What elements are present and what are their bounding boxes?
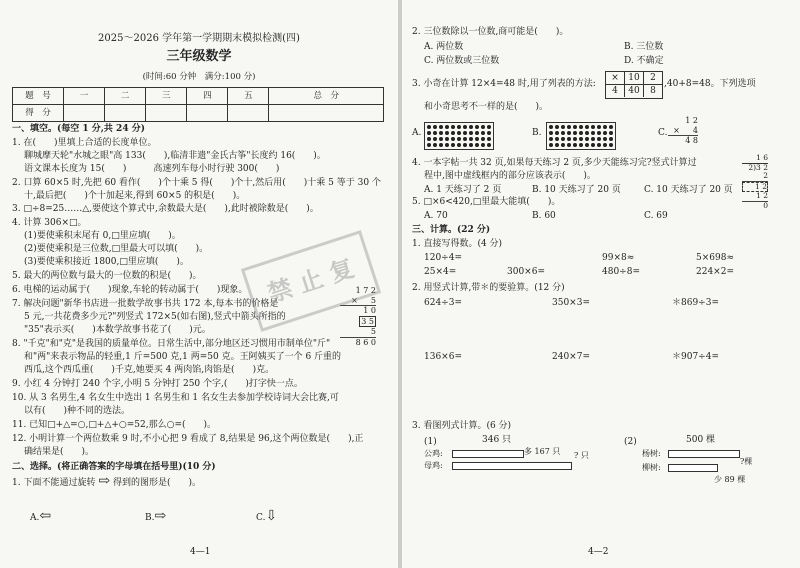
- question-12: 12. 小明计算一个两位数乘 9 时,不小心把 9 看成了 8,结果是 96,这个两位数是( ),正: [12, 434, 364, 444]
- choice-4-line: 程中,图中虚线框内的部分应该表示( )。: [424, 171, 596, 181]
- dot-array-a: [424, 122, 494, 150]
- calc-line: 5: [340, 327, 376, 338]
- figure-1-rooster: 公鸡:: [424, 449, 443, 458]
- dot: [433, 125, 437, 129]
- score-row: [13, 105, 384, 122]
- dot: [469, 137, 473, 141]
- question-8: 8. "千克"和"克"是我国的质量单位。日常生活中,部分地区还习惯用市制单位"斤": [12, 339, 331, 349]
- question-4-part: (2)要使乘积是三位数,□里最大可以填( )。: [24, 244, 209, 254]
- dot: [561, 125, 565, 129]
- calc-3: 3. 看图列式计算。(6 分): [412, 421, 512, 431]
- poplar-bar: [668, 450, 740, 458]
- dot: [475, 125, 479, 129]
- dot: [487, 137, 491, 141]
- dot: [451, 137, 455, 141]
- div-line: 1 6: [756, 153, 768, 162]
- dot: [561, 137, 565, 141]
- dot: [481, 131, 485, 135]
- choice-3-option-a[interactable]: A.: [412, 128, 422, 138]
- choice-2-option-d[interactable]: D. 不确定: [624, 56, 664, 66]
- figure-1-question: ? 只: [574, 451, 589, 460]
- dot: [433, 137, 437, 141]
- vertical-item: 136×6=: [424, 352, 462, 362]
- option-a-label: A.: [30, 513, 40, 523]
- dot: [463, 143, 467, 147]
- calc-line: 4 8: [685, 136, 698, 146]
- dot: [591, 125, 595, 129]
- dot: [585, 137, 589, 141]
- choice-1-text: 1. 下面不能通过旋转: [12, 478, 96, 488]
- question-4: 4. 计算 306×□。: [12, 218, 87, 228]
- dot: [609, 137, 613, 141]
- dot: [439, 131, 443, 135]
- dot: [555, 137, 559, 141]
- choice-2-option-a[interactable]: A. 两位数: [424, 42, 464, 52]
- option-b[interactable]: [145, 510, 166, 524]
- page-number-left: 4—1: [190, 547, 211, 557]
- dot: [445, 125, 449, 129]
- section-calc-title: 三、计算。(22 分): [412, 225, 491, 235]
- dot: [445, 131, 449, 135]
- multiplication-grid: [605, 71, 663, 99]
- dot: [591, 137, 595, 141]
- dot: [585, 143, 589, 147]
- score-cell: 题 号: [13, 88, 64, 105]
- choice-1-text-end: 得到的图形是( )。: [112, 478, 201, 488]
- figure-1-total: 346 只: [482, 435, 512, 445]
- grid-cell: 2: [644, 72, 662, 85]
- dot: [561, 131, 565, 135]
- dot: [475, 131, 479, 135]
- dot: [555, 131, 559, 135]
- question-10: 10. 从 3 名男生,4 名女生中选出 1 名男生和 1 名女生去参加学校诗词大会比赛,可: [12, 393, 339, 403]
- dot: [591, 131, 595, 135]
- dot: [585, 125, 589, 129]
- dot: [549, 143, 553, 147]
- score-cell: 一: [64, 88, 105, 105]
- option-b-label: B.: [145, 513, 155, 523]
- question-7-line: "35"表示买( )本数学故事书花了( )元。: [24, 325, 211, 335]
- dot-row: [548, 142, 614, 148]
- grid-cell: 10: [625, 72, 644, 85]
- question-5: 5. 最大的两位数与最大的一位数的积是( )。: [12, 271, 202, 281]
- dot: [579, 137, 583, 141]
- calc-line: × 5: [340, 296, 376, 307]
- dot: [603, 143, 607, 147]
- dot: [487, 131, 491, 135]
- dot: [439, 143, 443, 147]
- dot: [475, 137, 479, 141]
- calc-line: 8 6 0: [355, 337, 376, 347]
- question-4-part: (3)要使乘积接近 1800,□里应填( )。: [24, 257, 189, 267]
- score-header-row: [13, 88, 384, 105]
- dot: [451, 125, 455, 129]
- left-arrow-icon: ⇦: [39, 508, 52, 524]
- dot: [469, 131, 473, 135]
- grid-cell: ×: [606, 72, 625, 85]
- dot-row: [426, 142, 492, 148]
- figure-1-hen: 母鸡:: [424, 461, 443, 470]
- dot: [555, 125, 559, 129]
- dot: [549, 137, 553, 141]
- choice-5-option-b[interactable]: B. 60: [532, 211, 556, 221]
- dot: [567, 131, 571, 135]
- vertical-item: ＊869÷3=: [672, 298, 719, 308]
- choice-2: 2. 三位数除以一位数,商可能是( )。: [412, 27, 569, 37]
- figure-2-label: (2): [624, 437, 637, 447]
- question-9: 9. 小红 4 分钟打 240 个字,小明 5 分钟打 250 个字,( )打字快一点。: [12, 379, 303, 389]
- calc-1: 1. 直接写得数。(4 分): [412, 239, 503, 249]
- question-2-line: 十,最后把( )个十加起来,得到 60×5 的积是( )。: [24, 191, 246, 201]
- question-4-part: (1)要使乘积末尾有 0,□里应填( )。: [24, 231, 181, 241]
- figure-2-total: 500 棵: [686, 435, 716, 445]
- score-cell: 五: [228, 88, 269, 105]
- figure-1-label: (1): [424, 437, 437, 447]
- section-choice-title: 二、选择。(将正确答案的字母填在括号里)(10 分): [12, 462, 216, 472]
- hen-bar: [452, 462, 572, 470]
- score-blank[interactable]: [146, 105, 187, 122]
- question-12-line: 确结果是( )。: [24, 447, 95, 457]
- choice-3-line: 和小奇思考不一样的是( )。: [424, 102, 549, 112]
- question-7: 7. 解决问题"新华书店进一批数学故事书共 172 本,每本书的价格是: [12, 299, 279, 309]
- willow-bar: [668, 464, 718, 472]
- dot: [433, 131, 437, 135]
- question-1: 1. 在( )里填上合适的长度单位。: [12, 138, 157, 148]
- dot: [567, 143, 571, 147]
- option-c[interactable]: [256, 510, 277, 524]
- option-c-calc: [668, 116, 698, 146]
- vertical-item: 624÷3=: [424, 298, 462, 308]
- choice-3-option-b[interactable]: B.: [532, 128, 542, 138]
- dot: [549, 125, 553, 129]
- dot: [603, 125, 607, 129]
- dot: [451, 131, 455, 135]
- dot: [427, 137, 431, 141]
- right-arrow-icon: ⇨: [98, 473, 111, 489]
- choice-4-option-b[interactable]: B. 10 天练习了 20 页: [532, 185, 621, 195]
- oral-item: 25×4=: [424, 267, 457, 277]
- option-c-label: C.: [256, 513, 266, 523]
- dot: [573, 131, 577, 135]
- question-11: 11. 已知□+△=○,□+△+○=52,那么○=( )。: [12, 420, 217, 430]
- exam-title: 2025～2026 学年第一学期期末模拟检测(四): [98, 33, 300, 44]
- choice-5-option-c[interactable]: C. 69: [644, 211, 668, 221]
- score-cell: 三: [146, 88, 187, 105]
- score-label: 得 分: [13, 105, 64, 122]
- dot: [579, 125, 583, 129]
- dot: [457, 143, 461, 147]
- question-3: 3. □÷8=25……△,要使这个算式中,余数最大是( ),此时被除数是( )。: [12, 204, 319, 214]
- section-fill-title: 一、填空。(每空 1 分,共 24 分): [12, 124, 145, 134]
- dot: [603, 131, 607, 135]
- score-cell: 总 分: [269, 88, 384, 105]
- oral-item: 5×698≈: [696, 253, 734, 263]
- grid-cell: 4: [606, 85, 625, 97]
- choice-3: 3. 小奇在计算 12×4=48 时,用了列表的方法:: [412, 79, 596, 89]
- grid-cell: 8: [650, 86, 656, 96]
- dot: [457, 137, 461, 141]
- score-blank[interactable]: [105, 105, 146, 122]
- oral-item: 99×8≈: [602, 253, 635, 263]
- oral-item: 480÷8=: [602, 267, 640, 277]
- left-page: [0, 0, 398, 568]
- dot: [457, 125, 461, 129]
- dot: [487, 125, 491, 129]
- watermark-stamp: 禁 止 复: [241, 230, 381, 332]
- choice-5-option-a[interactable]: A. 70: [424, 211, 448, 221]
- score-blank[interactable]: [64, 105, 105, 122]
- dot: [487, 143, 491, 147]
- calc-line: × 4: [668, 126, 698, 137]
- grid-cell: 40: [625, 85, 644, 97]
- calc-line: 1 7 2: [355, 286, 376, 295]
- score-cell: 四: [187, 88, 228, 105]
- question-7-line: 5 元,一共花费多少元?"列竖式 172×5(如右图),竖式中箭头所指的: [24, 312, 286, 322]
- choice-2-option-b[interactable]: B. 三位数: [624, 42, 664, 52]
- score-blank[interactable]: [269, 105, 384, 122]
- figure-2-poplar: 杨树:: [642, 449, 661, 458]
- question-1-line: 语文课本长度为 15( ) 高速列车每小时行驶 300( ): [24, 164, 280, 174]
- dot: [439, 137, 443, 141]
- dot: [463, 125, 467, 129]
- vertical-item: ＊907÷4=: [672, 352, 719, 362]
- dot: [597, 131, 601, 135]
- choice-2-option-c[interactable]: C. 两位数或三位数: [424, 56, 500, 66]
- score-blank[interactable]: [187, 105, 228, 122]
- dot: [433, 143, 437, 147]
- dot: [445, 137, 449, 141]
- dot: [481, 137, 485, 141]
- score-table: [12, 87, 384, 122]
- score-cell: 二: [105, 88, 146, 105]
- dot: [567, 125, 571, 129]
- dot: [567, 137, 571, 141]
- long-division: [742, 154, 768, 211]
- dot: [475, 143, 479, 147]
- dot: [609, 125, 613, 129]
- dot: [597, 143, 601, 147]
- question-10-line: 以有( )种不同的选法。: [24, 406, 131, 416]
- figure-1-more: 多 167 只: [524, 447, 561, 456]
- calc-line: 1 0: [363, 306, 376, 316]
- choice-3-option-c[interactable]: C.: [658, 128, 668, 138]
- choice-5: 5. □×6<420,□里最大能填( )。: [412, 197, 561, 207]
- score-blank[interactable]: [228, 105, 269, 122]
- dot: [597, 125, 601, 129]
- option-a[interactable]: [30, 510, 51, 524]
- dot: [463, 131, 467, 135]
- dot: [481, 125, 485, 129]
- dot: [579, 143, 583, 147]
- choice-1: [12, 475, 201, 489]
- question-8-line: 西瓜,这个西瓜重( )千克,她要买 4 两肉馅,肉馅是( )克。: [24, 365, 275, 375]
- dot: [591, 143, 595, 147]
- div-line: 1 2: [742, 182, 768, 193]
- dot: [549, 131, 553, 135]
- oral-item: 120÷4=: [424, 253, 462, 263]
- div-line: 2: [742, 172, 768, 182]
- figure-2-question: ?棵: [740, 457, 753, 466]
- dot: [603, 137, 607, 141]
- dot: [427, 125, 431, 129]
- dot: [609, 131, 613, 135]
- dot: [573, 143, 577, 147]
- choice-4: 4. 一本字帖一共 32 页,如果每天练习 2 页,多少天能练习完?竖式计算过: [412, 158, 697, 168]
- dot: [573, 125, 577, 129]
- dot: [469, 125, 473, 129]
- dot: [439, 125, 443, 129]
- question-6: 6. 电梯的运动属于( )现象,车轮的转动属于( )现象。: [12, 285, 248, 295]
- page-number-right: 4—2: [588, 547, 609, 557]
- oral-item: 224×2=: [696, 267, 734, 277]
- calc-line: 3 5: [361, 316, 374, 326]
- dot: [445, 143, 449, 147]
- figure-2-willow: 柳树:: [642, 463, 661, 472]
- div-line: 1 2: [742, 192, 768, 202]
- oral-item: 300×6=: [507, 267, 545, 277]
- down-arrow-icon: ⇩: [265, 508, 278, 524]
- dot: [609, 143, 613, 147]
- dot: [469, 143, 473, 147]
- dot: [555, 143, 559, 147]
- dot: [481, 143, 485, 147]
- choice-3-line: ,40+8=48。下列选项: [664, 79, 756, 89]
- right-page: [402, 0, 800, 568]
- dot: [573, 137, 577, 141]
- choice-4-option-a[interactable]: A. 1 天练习了 2 页: [424, 185, 502, 195]
- vertical-item: 240×7=: [552, 352, 590, 362]
- dot: [457, 131, 461, 135]
- calc-2: 2. 用竖式计算,带＊的要验算。(12 分): [412, 283, 565, 293]
- dot: [585, 131, 589, 135]
- dot-array-b: [546, 122, 616, 150]
- div-line: 2)3 2: [742, 163, 768, 173]
- choice-4-option-c[interactable]: C. 10 天练习了 20 页: [644, 185, 733, 195]
- question-1-line: 聊城摩天轮"水城之眼"高 133( ),临清非遗"金氏古筝"长度约 16( )。: [24, 151, 326, 161]
- dot: [451, 143, 455, 147]
- subject-title: 三年级数学: [166, 49, 232, 64]
- right-arrow-icon: ⇨: [154, 508, 167, 524]
- figure-2-less: 少 89 棵: [714, 475, 746, 484]
- div-line: 0: [763, 200, 768, 210]
- dot: [427, 131, 431, 135]
- dot: [597, 137, 601, 141]
- question-8-line: 和"两"来表示物品的轻重,1 斤=500 克,1 两=50 克。王阿姨买了一个 6 斤重的: [24, 352, 342, 362]
- time-info: (时间:60 分钟 满分:100 分): [142, 72, 256, 82]
- dot: [579, 131, 583, 135]
- vertical-item: 350×3=: [552, 298, 590, 308]
- dot: [463, 137, 467, 141]
- rooster-bar: [452, 450, 524, 458]
- question-2: 2. 口算 60×5 时,先把 60 看作( )个十乘 5 得( )个十,然后用( )十乘 5 等于 30 个: [12, 178, 381, 188]
- dot: [561, 143, 565, 147]
- calc-line: 1 2: [685, 116, 698, 125]
- dot: [427, 143, 431, 147]
